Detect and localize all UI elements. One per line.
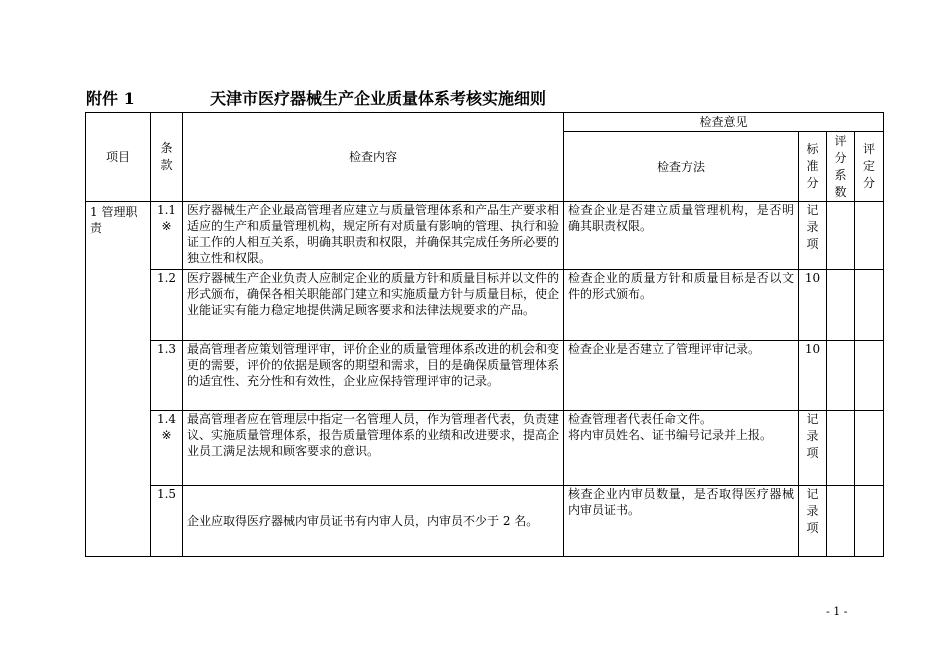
standard-cell: 10 [799, 341, 827, 411]
standard-cell: 记录项 [799, 486, 827, 557]
rating-cell [855, 202, 884, 270]
table-row [86, 341, 884, 411]
score-coef-cell [827, 202, 855, 270]
col-header-clause: 条款 [151, 113, 183, 202]
clause-cell: 1.3 [151, 341, 183, 411]
inspection-table [85, 112, 884, 557]
score-coef-cell [827, 341, 855, 411]
col-header-standard: 标准分 [799, 132, 827, 202]
rating-cell [855, 341, 884, 411]
document-title: 天津市医疗器械生产企业质量体系考核实施细则 [210, 89, 547, 108]
method-cell: 检查企业是否建立质量管理机构，是否明确其职责权限。 [564, 202, 799, 270]
section-label: 1 管理职责 [86, 202, 151, 557]
content-cell: 医疗器械生产企业负责人应制定企业的质量方针和质量目标并以文件的形式颁布，确保各相关职能部门建立和实施质量方针与质量目标，使企业能证实有能力稳定地提供满足顾客要求和法律法规要求的产品。 [183, 270, 564, 341]
content-cell: 最高管理者应在管理层中指定一名管理人员，作为管理者代表，负责建议、实施质量管理体系，报告质量管理体系的业绩和改进要求，提高企业员工满足法规和顾客要求的意识。 [183, 411, 564, 486]
standard-cell: 记录项 [799, 202, 827, 270]
col-header-opinion: 检查意见 [564, 113, 884, 132]
rating-cell [855, 411, 884, 486]
content-cell: 医疗器械生产企业最高管理者应建立与质量管理体系和产品生产要求相适应的生产和质量管理机构，规定所有对质量有影响的管理、执行和验证工作的人相互关系，明确其职责和权限，并确保其完成任务所必要的独立性和权限。 [183, 202, 564, 270]
col-header-item: 项目 [86, 113, 151, 202]
clause-cell: 1.2 [151, 270, 183, 341]
table-row [86, 270, 884, 341]
method-cell: 检查企业是否建立了管理评审记录。 [564, 341, 799, 411]
attachment-label: 附件 1 [86, 89, 135, 108]
page-number: - 1 - [826, 605, 848, 618]
score-coef-cell [827, 411, 855, 486]
col-header-content: 检查内容 [183, 113, 564, 202]
score-coef-cell [827, 270, 855, 341]
document-header [86, 86, 547, 109]
clause-cell: 1.1 ※ [151, 202, 183, 270]
clause-cell: 1.5 [151, 486, 183, 557]
table-row [86, 411, 884, 486]
col-header-rating: 评定分 [855, 132, 884, 202]
content-cell: 最高管理者应策划管理评审，评价企业的质量管理体系改进的机会和变更的需要，评价的依据是顾客的期望和需求，目的是确保质量管理体系的适宜性、充分性和有效性，企业应保持管理评审的记录。 [183, 341, 564, 411]
col-header-method: 检查方法 [564, 132, 799, 202]
header-row-1 [86, 113, 884, 132]
rating-cell [855, 270, 884, 341]
col-header-score-coef: 评分系数 [827, 132, 855, 202]
table-row [86, 202, 884, 270]
standard-cell: 记录项 [799, 411, 827, 486]
rating-cell [855, 486, 884, 557]
standard-cell: 10 [799, 270, 827, 341]
score-coef-cell [827, 486, 855, 557]
clause-cell: 1.4 ※ [151, 411, 183, 486]
method-cell: 检查企业的质量方针和质量目标是否以文件的形式颁布。 [564, 270, 799, 341]
method-cell: 核查企业内审员数量，是否取得医疗器械内审员证书。 [564, 486, 799, 557]
method-cell: 检查管理者代表任命文件。 将内审员姓名、证书编号记录并上报。 [564, 411, 799, 486]
content-cell: 企业应取得医疗器械内审员证书有内审人员，内审员不少于 2 名。 [183, 486, 564, 557]
table-row [86, 486, 884, 557]
